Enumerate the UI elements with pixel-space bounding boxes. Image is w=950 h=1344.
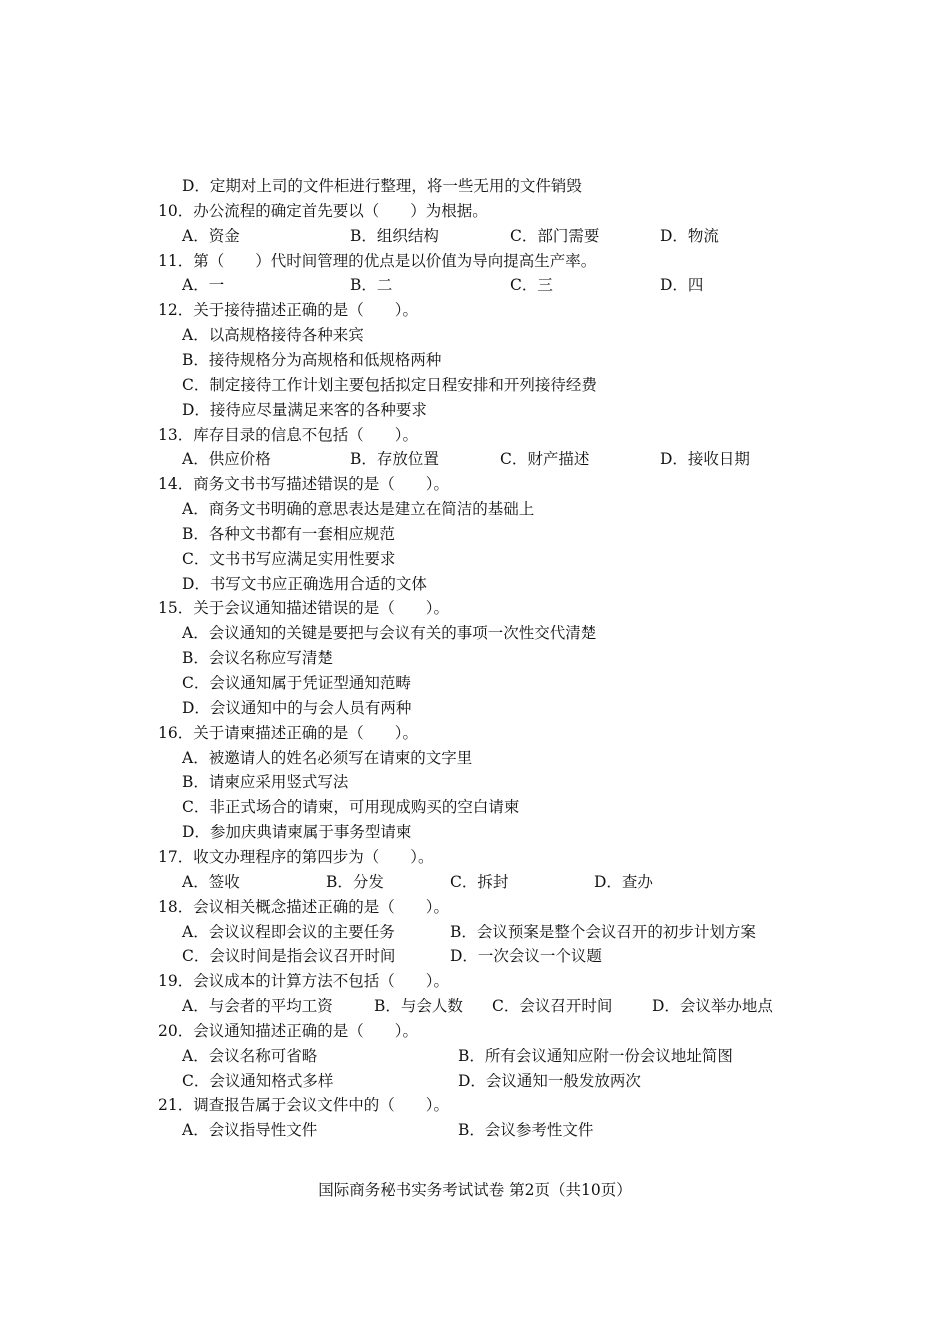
question-stem (0, 1093, 950, 1118)
option-text: B．会议参考性文件 (458, 1121, 594, 1140)
option-row (0, 994, 950, 1019)
option-text: A．供应价格 (182, 450, 271, 469)
option-text: C．部门需要 (510, 226, 600, 245)
option-text: A．签收 (182, 872, 240, 891)
line-text: 13．库存目录的信息不包括（ ）。 (158, 425, 418, 444)
option-text: D．会议举办地点 (652, 997, 773, 1016)
option-text: B．所有会议通知应附一份会议地址简图 (458, 1046, 733, 1065)
option-text: B．会议预案是整个会议召开的初步计划方案 (450, 922, 756, 941)
option-text: D．查办 (594, 872, 653, 891)
option-text: A．会议议程即会议的主要任务 (182, 922, 395, 941)
option-row (0, 447, 950, 472)
line-text: 16．关于请柬描述正确的是（ ）。 (158, 723, 418, 742)
option-text: A．一 (182, 276, 225, 295)
option-row (0, 373, 950, 398)
page-footer: 国际商务秘书实务考试试卷 第2页（共10页） (318, 1181, 632, 1199)
line-text: 15．关于会议通知描述错误的是（ ）。 (158, 599, 449, 618)
option-text: A．资金 (182, 226, 240, 245)
option-row (0, 522, 950, 547)
option-row (0, 1069, 950, 1094)
option-text: C．财产描述 (500, 450, 590, 469)
question-stem (0, 298, 950, 323)
question-stem (0, 596, 950, 621)
line-text: C．会议通知属于凭证型通知范畴 (182, 674, 411, 692)
option-row (0, 348, 950, 373)
line-text: D．参加庆典请柬属于事务型请柬 (182, 823, 412, 842)
line-text: 14．商务文书书写描述错误的是（ ）。 (158, 475, 449, 494)
option-row (0, 174, 950, 199)
question-stem (0, 423, 950, 448)
option-row (0, 323, 950, 348)
option-text: A．与会者的平均工资 (182, 997, 333, 1016)
line-text: 19．会议成本的计算方法不包括（ ）。 (158, 972, 449, 991)
option-row (0, 770, 950, 795)
option-text: A．会议名称可省略 (182, 1046, 318, 1065)
option-row (0, 497, 950, 522)
option-row (0, 572, 950, 597)
option-row (0, 746, 950, 771)
line-text: A．以高规格接待各种来宾 (182, 326, 364, 345)
line-text: C．文书书写应满足实用性要求 (182, 549, 396, 568)
option-row (0, 671, 950, 696)
option-row (0, 944, 950, 969)
option-row (0, 870, 950, 895)
question-stem (0, 1019, 950, 1044)
option-row (0, 920, 950, 945)
option-text: C．会议通知格式多样 (182, 1071, 334, 1090)
line-text: D．书写文书应正确选用合适的文体 (182, 574, 427, 593)
option-row (0, 398, 950, 423)
option-row (0, 547, 950, 572)
line-text: B．会议名称应写清楚 (182, 649, 333, 668)
option-text: B．二 (350, 276, 393, 295)
question-stem (0, 472, 950, 497)
line-text: 18．会议相关概念描述正确的是（ ）。 (158, 897, 449, 916)
option-row (0, 820, 950, 845)
option-text: D．会议通知一般发放两次 (458, 1071, 641, 1090)
line-text: D．接待应尽量满足来客的各种要求 (182, 400, 427, 419)
line-text: 10．办公流程的确定首先要以（ ）为根据。 (158, 201, 488, 220)
line-text: 21．调查报告属于会议文件中的（ ）。 (158, 1096, 449, 1115)
line-text: B．各种文书都有一套相应规范 (182, 524, 395, 543)
line-text: D．定期对上司的文件柜进行整理，将一些无用的文件销毁 (182, 177, 582, 195)
question-stem (0, 199, 950, 224)
line-text: B．请柬应采用竖式写法 (182, 773, 349, 792)
line-text: A．商务文书明确的意思表达是建立在简洁的基础上 (182, 500, 535, 519)
option-text: C．拆封 (450, 872, 509, 891)
option-row (0, 224, 950, 249)
option-row (0, 1118, 950, 1143)
line-text: 20．会议通知描述正确的是（ ）。 (158, 1021, 418, 1040)
option-row (0, 646, 950, 671)
option-text: B．分发 (326, 872, 384, 891)
line-text: 17．收文办理程序的第四步为（ ）。 (158, 847, 434, 866)
option-row (0, 273, 950, 298)
line-text: B．接待规格分为高规格和低规格两种 (182, 350, 442, 369)
option-text: B．组织结构 (350, 226, 439, 245)
option-row (0, 795, 950, 820)
question-stem (0, 895, 950, 920)
question-stem (0, 721, 950, 746)
option-text: C．三 (510, 276, 553, 295)
option-row (0, 1044, 950, 1069)
option-text: B．与会人数 (374, 997, 463, 1016)
option-row (0, 621, 950, 646)
option-text: C．会议召开时间 (492, 997, 613, 1016)
line-text: A．被邀请人的姓名必须写在请柬的文字里 (182, 748, 473, 767)
question-stem (0, 845, 950, 870)
line-text: 12．关于接待描述正确的是（ ）。 (158, 301, 418, 320)
option-row (0, 696, 950, 721)
option-text: D．一次会议一个议题 (450, 947, 602, 966)
line-text: C．制定接待工作计划主要包括拟定日程安排和开列接待经费 (182, 375, 597, 394)
option-text: D．物流 (660, 226, 719, 245)
line-text: 11．第（ ）代时间管理的优点是以价值为导向提高生产率。 (158, 251, 597, 270)
line-text: A．会议通知的关键是要把与会议有关的事项一次性交代清楚 (182, 624, 597, 643)
line-text: C．非正式场合的请柬，可用现成购买的空白请柬 (182, 798, 520, 817)
question-stem (0, 969, 950, 994)
option-text: D．接收日期 (660, 450, 750, 469)
option-text: C．会议时间是指会议召开时间 (182, 947, 396, 966)
option-text: D．四 (660, 276, 704, 295)
option-text: B．存放位置 (350, 450, 439, 469)
question-stem (0, 249, 950, 274)
option-text: A．会议指导性文件 (182, 1121, 318, 1140)
line-text: D．会议通知中的与会人员有两种 (182, 698, 412, 717)
